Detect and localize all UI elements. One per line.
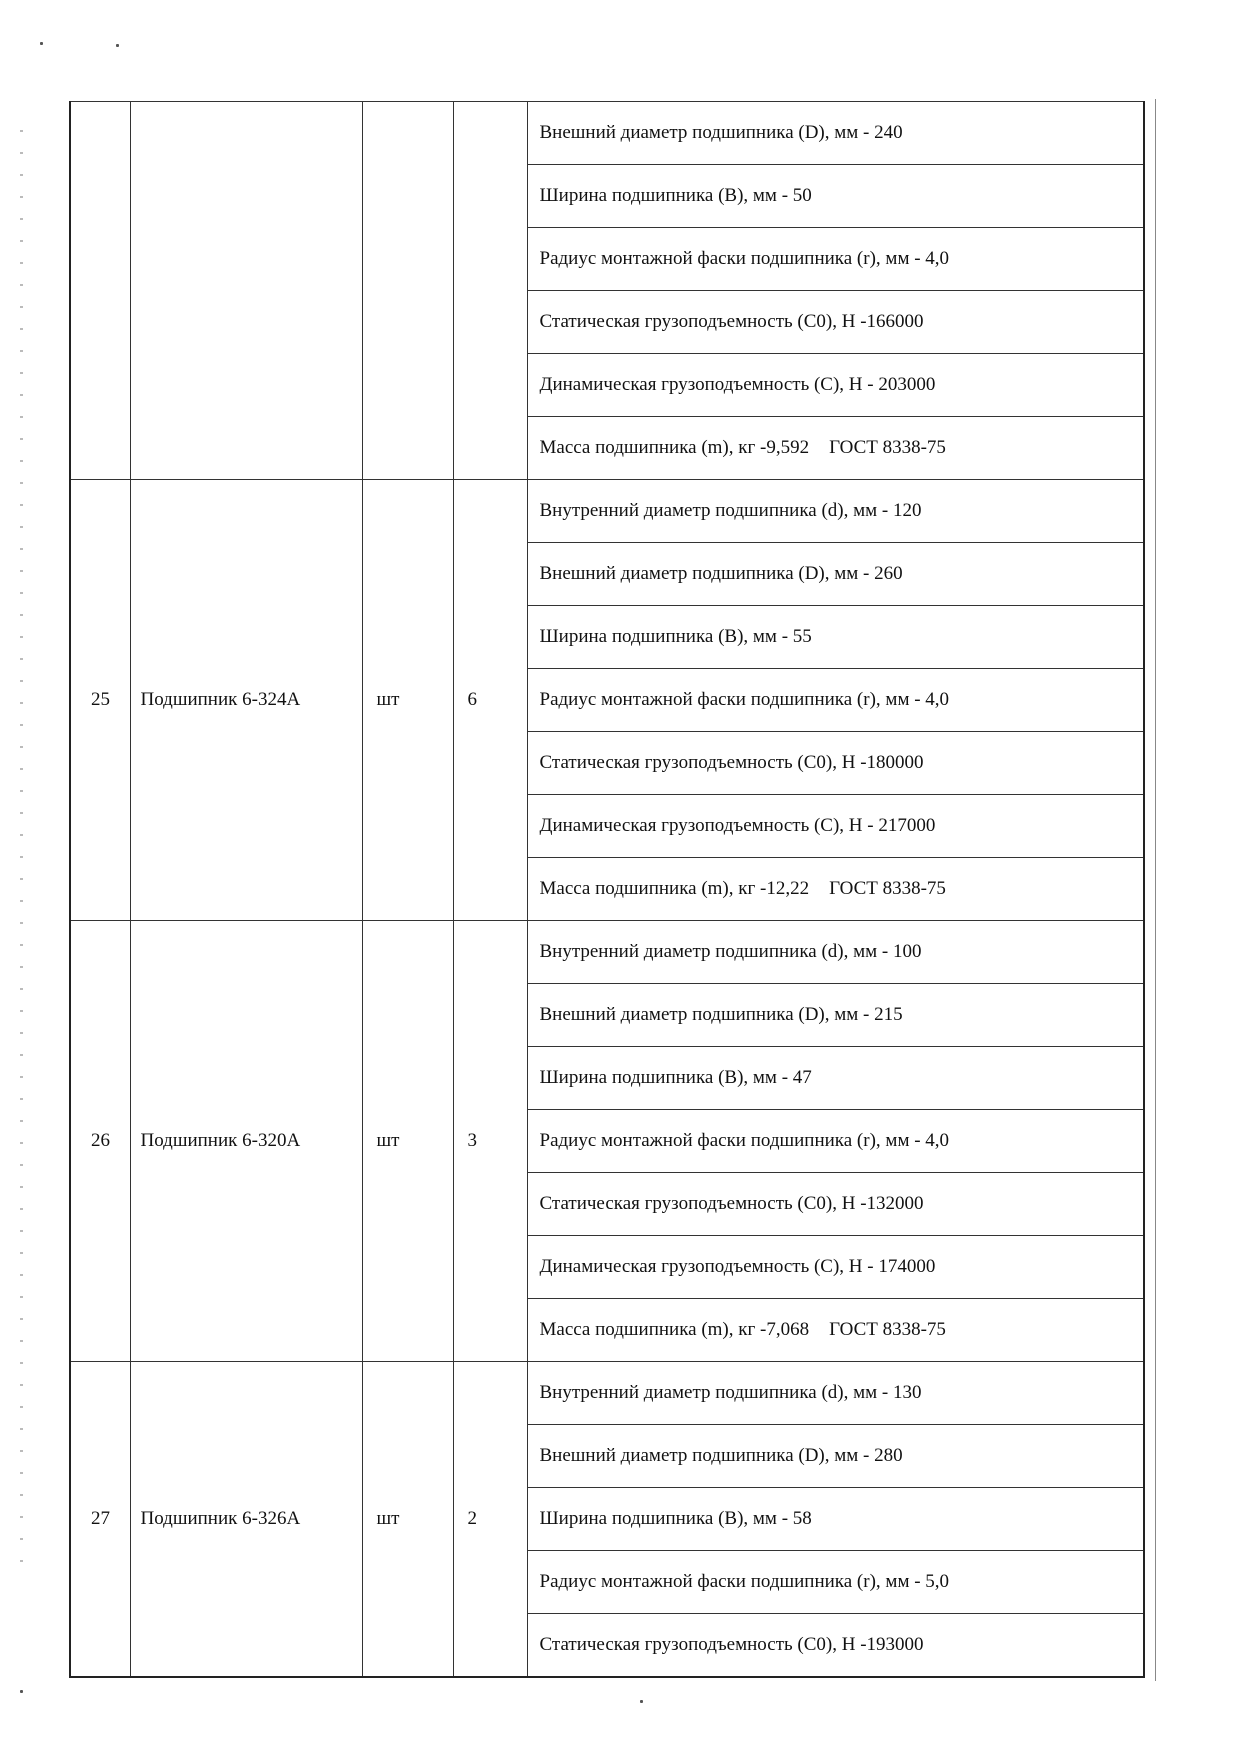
spec-cell [527, 480, 1144, 543]
spec-cell [527, 795, 1144, 858]
spec-text: Ширина подшипника (B), мм - 47 [539, 1067, 812, 1088]
spec-cell [527, 417, 1144, 480]
spec-text: Радиус монтажной фаски подшипника (r), мм - 5,0 [539, 1571, 950, 1592]
spec-cell [527, 858, 1144, 921]
spec-cell [527, 102, 1144, 165]
spec-text: Статическая грузоподъемность (C0), Н -166000 [539, 311, 924, 332]
item-quantity: 2 [453, 1362, 527, 1678]
spec-text: Радиус монтажной фаски подшипника (r), мм - 4,0 [539, 689, 950, 710]
spec-text: Динамическая грузоподъемность (C), Н - 203000 [539, 374, 936, 395]
spec-cell [527, 732, 1144, 795]
item-number: 27 [70, 1362, 130, 1678]
spec-cell [527, 354, 1144, 417]
scan-speck [116, 44, 119, 47]
spec-text: Внешний диаметр подшипника (D), мм - 260 [539, 563, 903, 584]
spec-cell [527, 165, 1144, 228]
item-quantity: 3 [453, 921, 527, 1362]
spec-cell [527, 984, 1144, 1047]
spec-cell [527, 1299, 1144, 1362]
spec-cell [527, 1551, 1144, 1614]
spec-text: Статическая грузоподъемность (C0), Н -193000 [539, 1634, 924, 1655]
table-body [70, 102, 1144, 1678]
spec-text: Радиус монтажной фаски подшипника (r), мм - 4,0 [539, 248, 950, 269]
scan-speck [20, 1690, 23, 1693]
table-row [70, 1362, 1144, 1425]
spec-cell [527, 1362, 1144, 1425]
spec-cell [527, 228, 1144, 291]
spec-text: Масса подшипника (m), кг -12,22 [539, 878, 810, 899]
spec-cell [527, 1236, 1144, 1299]
spec-text: Динамическая грузоподъемность (C), Н - 174000 [539, 1256, 936, 1277]
spec-cell [527, 1614, 1144, 1678]
item-unit: шт [362, 480, 453, 921]
spec-cell [527, 1488, 1144, 1551]
table-row [70, 480, 1144, 543]
spec-cell [527, 1047, 1144, 1110]
item-number [70, 102, 130, 480]
item-quantity [453, 102, 527, 480]
spec-text: Статическая грузоподъемность (C0), Н -132000 [539, 1193, 924, 1214]
spec-text: Ширина подшипника (B), мм - 50 [539, 185, 812, 206]
spec-text: Внутренний диаметр подшипника (d), мм - 130 [539, 1382, 922, 1403]
spec-text: Динамическая грузоподъемность (C), Н - 217000 [539, 815, 936, 836]
item-number: 26 [70, 921, 130, 1362]
item-number: 25 [70, 480, 130, 921]
item-name: Подшипник 6-326А [130, 1362, 362, 1678]
spec-text: Внутренний диаметр подшипника (d), мм - 120 [539, 500, 922, 521]
table-row [70, 921, 1144, 984]
spec-text: Ширина подшипника (B), мм - 55 [539, 626, 812, 647]
item-unit: шт [362, 1362, 453, 1678]
bearing-spec-table [69, 101, 1145, 1678]
spec-cell [527, 606, 1144, 669]
scan-margin-marks [20, 130, 23, 1580]
spec-cell [527, 1110, 1144, 1173]
spec-text: Внешний диаметр подшипника (D), мм - 240 [539, 122, 903, 143]
item-name: Подшипник 6-324А [130, 480, 362, 921]
spec-text: Статическая грузоподъемность (C0), Н -180000 [539, 752, 924, 773]
scan-border-line [1155, 99, 1156, 1681]
spec-text: Ширина подшипника (B), мм - 58 [539, 1508, 812, 1529]
spec-text: Внешний диаметр подшипника (D), мм - 280 [539, 1445, 903, 1466]
spec-cell [527, 291, 1144, 354]
spec-cell [527, 921, 1144, 984]
spec-text: Внешний диаметр подшипника (D), мм - 215 [539, 1004, 903, 1025]
item-quantity: 6 [453, 480, 527, 921]
spec-text: Масса подшипника (m), кг -9,592 [539, 437, 810, 458]
spec-cell [527, 543, 1144, 606]
spec-cell [527, 669, 1144, 732]
item-unit: шт [362, 921, 453, 1362]
standard-ref: ГОСТ 8338-75 [829, 1319, 946, 1340]
item-unit [362, 102, 453, 480]
table-row [70, 102, 1144, 165]
spec-text: Внутренний диаметр подшипника (d), мм - 100 [539, 941, 922, 962]
scan-speck [40, 42, 43, 45]
item-name [130, 102, 362, 480]
scan-speck [640, 1700, 643, 1703]
standard-ref: ГОСТ 8338-75 [829, 437, 946, 458]
spec-cell [527, 1173, 1144, 1236]
spec-text: Радиус монтажной фаски подшипника (r), мм - 4,0 [539, 1130, 950, 1151]
spec-cell [527, 1425, 1144, 1488]
spec-text: Масса подшипника (m), кг -7,068 [539, 1319, 810, 1340]
standard-ref: ГОСТ 8338-75 [829, 878, 946, 899]
item-name: Подшипник 6-320А [130, 921, 362, 1362]
